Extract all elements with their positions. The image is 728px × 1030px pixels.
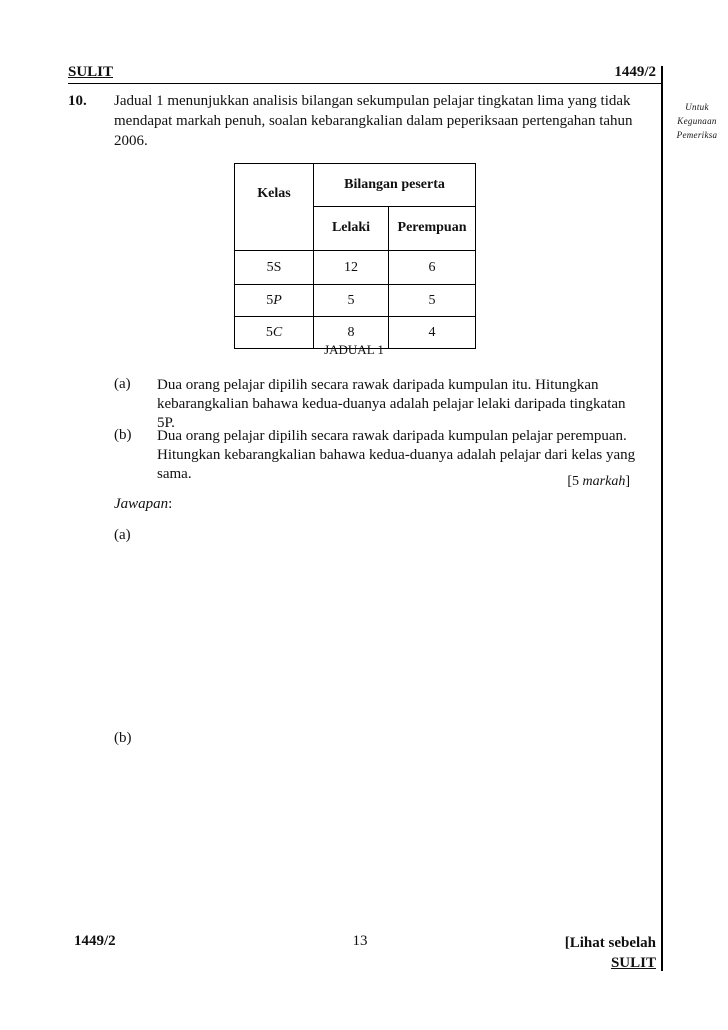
answer-b-label: (b) xyxy=(114,730,132,746)
cell-perempuan: 4 xyxy=(389,317,476,349)
footer-sulit: SULIT xyxy=(610,955,656,971)
marks-allocation xyxy=(540,474,630,490)
table-row xyxy=(235,285,476,317)
jawapan-colon: : xyxy=(168,496,173,512)
header-rule xyxy=(68,83,662,84)
margin-note-line-1: Untuk xyxy=(685,102,709,112)
cell-lelaki: 8 xyxy=(314,317,389,349)
examiner-use-note xyxy=(666,100,728,142)
part-a-label: (a) xyxy=(114,376,131,392)
footer-turn-over xyxy=(540,933,656,973)
marks-word: markah xyxy=(582,474,626,489)
answer-a-label: (a) xyxy=(114,527,131,543)
question-number: 10. xyxy=(68,93,87,109)
margin-note-line-3: Pemeriksa xyxy=(676,130,718,140)
cell-lelaki: 5 xyxy=(314,285,389,317)
th-perempuan: Perempuan xyxy=(389,206,476,250)
footer-paper-code: 1449/2 xyxy=(74,933,116,949)
cell-perempuan: 6 xyxy=(389,251,476,285)
cell-lelaki: 12 xyxy=(314,251,389,285)
footer-turn-over-text: [Lihat sebelah xyxy=(564,935,656,951)
page-number: 13 xyxy=(352,933,368,949)
kelas-letter: C xyxy=(272,324,283,340)
cell-kelas xyxy=(235,285,314,317)
part-a-text: Dua orang pelajar dipilih secara rawak daripada kumpulan itu. Hitungkan kebarangkalian bahawa kedua-duanya adalah pelajar lelaki daripada tingkatan 5P. xyxy=(157,377,626,431)
header-sulit: SULIT xyxy=(68,64,114,80)
marks-close: ] xyxy=(625,474,630,489)
part-b-text: Dua orang pelajar dipilih secara rawak daripada kumpulan pelajar perempuan. Hitungkan kebarangkalian bahawa kedua-duanya adalah pelajar dari kelas yang sama. xyxy=(157,428,636,482)
cell-perempuan: 5 xyxy=(389,285,476,317)
kelas-letter: S xyxy=(273,259,282,275)
question-text: Jadual 1 menunjukkan analisis bilangan sekumpulan pelajar tingkatan lima yang tidak mendapat markah penuh, soalan kebarangkalian dalam peperiksaan pertengahan tahun 2006. xyxy=(114,93,633,149)
answer-heading xyxy=(114,496,172,513)
marks-open: [5 xyxy=(567,474,583,489)
header-paper-code: 1449/2 xyxy=(614,64,656,80)
th-bilangan-peserta: Bilangan peserta xyxy=(314,164,476,207)
th-lelaki: Lelaki xyxy=(314,206,389,250)
margin-rule xyxy=(661,66,663,971)
kelas-letter: P xyxy=(273,292,282,308)
part-b-label: (b) xyxy=(114,427,132,443)
kelas-num: 5 xyxy=(266,292,274,308)
table-caption: JADUAL 1 xyxy=(324,342,384,357)
jawapan-word: Jawapan xyxy=(114,496,169,512)
kelas-num: 5 xyxy=(266,259,274,275)
th-kelas: Kelas xyxy=(235,164,314,251)
margin-note-line-2: Kegunaan xyxy=(677,116,717,126)
kelas-num: 5 xyxy=(265,324,273,340)
jadual-1-table xyxy=(234,163,476,349)
cell-kelas xyxy=(235,251,314,285)
table-row xyxy=(235,251,476,285)
